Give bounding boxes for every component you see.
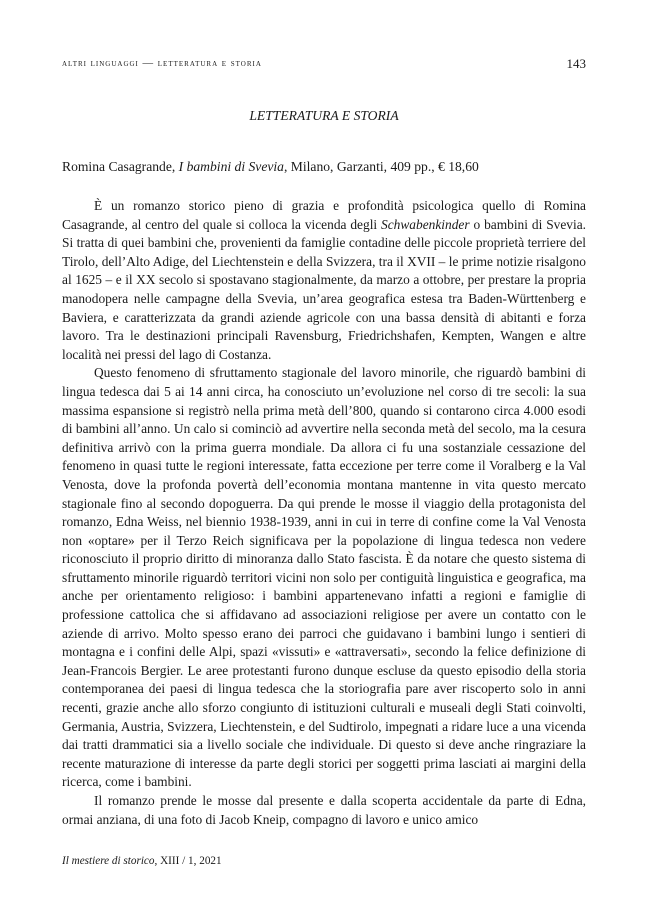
review-body bbox=[62, 197, 586, 829]
citation-author: Romina Casagrande, bbox=[62, 159, 179, 174]
page-number: 143 bbox=[566, 56, 586, 71]
footer-issue: , XIII / 1, 2021 bbox=[154, 855, 222, 867]
footer-journal-title: Il mestiere di storico bbox=[62, 855, 155, 867]
section-title: LETTERATURA E STORIA bbox=[249, 108, 399, 123]
paragraph-2: Questo fenomeno di sfruttamento stagionale del lavoro minorile, che riguardò bambini di lingua tedesca dai 5 ai 14 anni circa, ha conosciuto un’evoluzione nel corso di tre secoli: la sua massima espansione si registrò nella prima metà dell’800, quando si contarono circa 4.000 esodi di bambini all’anno. Un calo si cominciò ad avvertire nella seconda metà del secolo, ma la cesura definitiva arrivò con la prima guerra mondiale. Da allora ci fu una sostanziale cessazione del fenomeno in quasi tutte le regioni interessate, fatta eccezione per terre come il Voralberg e la Val Venosta, dove la profonda povertà dell’economia montana mantenne in vita questo mercato stagionale fino al secondo dopoguerra. Da qui prende le mosse il viaggio della protagonista del romanzo, Edna Weiss, nel biennio 1938-1939, anni in cui in terre di confine come la Val Venosta non «optare» per il Terzo Reich significava per la popolazione di lingua tedesca non vedere riconosciuto il proprio diritto di minoranza dallo Stato fascista. È da notare che questo sistema di sfruttamento minorile riguardò territori vicini non solo per contiguità linguistica e geografica, ma anche per orientamento religioso: i bambini appartenevano infatti a regioni e famiglie di professione cattolica che si affidavano ad associazioni religiose per avere un contatto con le aziende di arrivo. Molto spesso erano dei parroci che guidavano i bambini lungo i sentieri di montagna e i confini delle Alpi, spazi «vissuti» e «attraversati», secondo la felice definizione di Jean-Francois Bergier. Le aree protestanti furono dunque escluse da questo episodio della storia contemporanea dei paesi di lingua tedesca che la storiografia pare aver riscoperto solo in anni recenti, grazie anche allo sforzo congiunto di istituzioni culturali e museali degli Stati coinvolti, Germania, Austria, Svizzera, Liechtenstein, e del Sudtirolo, impegnati a ridare luce a una vicenda dai tratti drammatici sia a livello sociale che individuale. Di questo si deve anche ringraziare la recente maturazione di interesse da parte degli storici per soggetti prima lasciati ai margini della ricerca, come i bambini. bbox=[62, 365, 586, 790]
paragraph-1 bbox=[62, 197, 586, 364]
citation-details: , Milano, Garzanti, 409 pp., € 18,60 bbox=[283, 159, 479, 174]
paragraph-1-text-c: o bambini di Svevia. Si tratta di quei bambini che, provenienti da famiglie contadine delle piccole proprietà terriere del Tirolo, dell’Alto Adige, del Liechtenstein e della Svizzera, tra il XVII – le prime notizie risalgono al 1625 – e il XX secolo si spostavano stagionalmente, da marzo a ottobre, per prestare la propria manodopera nelle campagne della Svevia, un’area geografica estesa tra Baden-Württenberg e Baviera, e caratterizzata da grandi aziende agricole con una bassa densità di abitanti e forza lavoro. Tra le destinazioni principali Ravensburg, Friedrichshafen, Kempten, Wangen e altre località nei pressi del lago di Costanza. bbox=[62, 216, 586, 362]
paragraph-1-text-a: È un romanzo storico pieno di grazia e profondità psicologica quello di Romina Casagrande, al centro del quale si colloca la vicenda degli bbox=[62, 198, 586, 232]
paragraph-3: Il romanzo prende le mosse dal presente e dalla scoperta accidentale da parte di Edna, ormai anziana, di una foto di Jacob Kneip, compagno di lavoro e unico amico bbox=[62, 793, 586, 827]
citation-book-title: I bambini di Svevia bbox=[178, 159, 284, 174]
paragraph-1-italic-term: Schwabenkinder bbox=[381, 216, 470, 232]
page-footer bbox=[62, 855, 586, 867]
running-head bbox=[62, 56, 586, 72]
running-head-title: altri linguaggi — letteratura e storia bbox=[62, 58, 262, 69]
book-citation bbox=[62, 158, 586, 176]
